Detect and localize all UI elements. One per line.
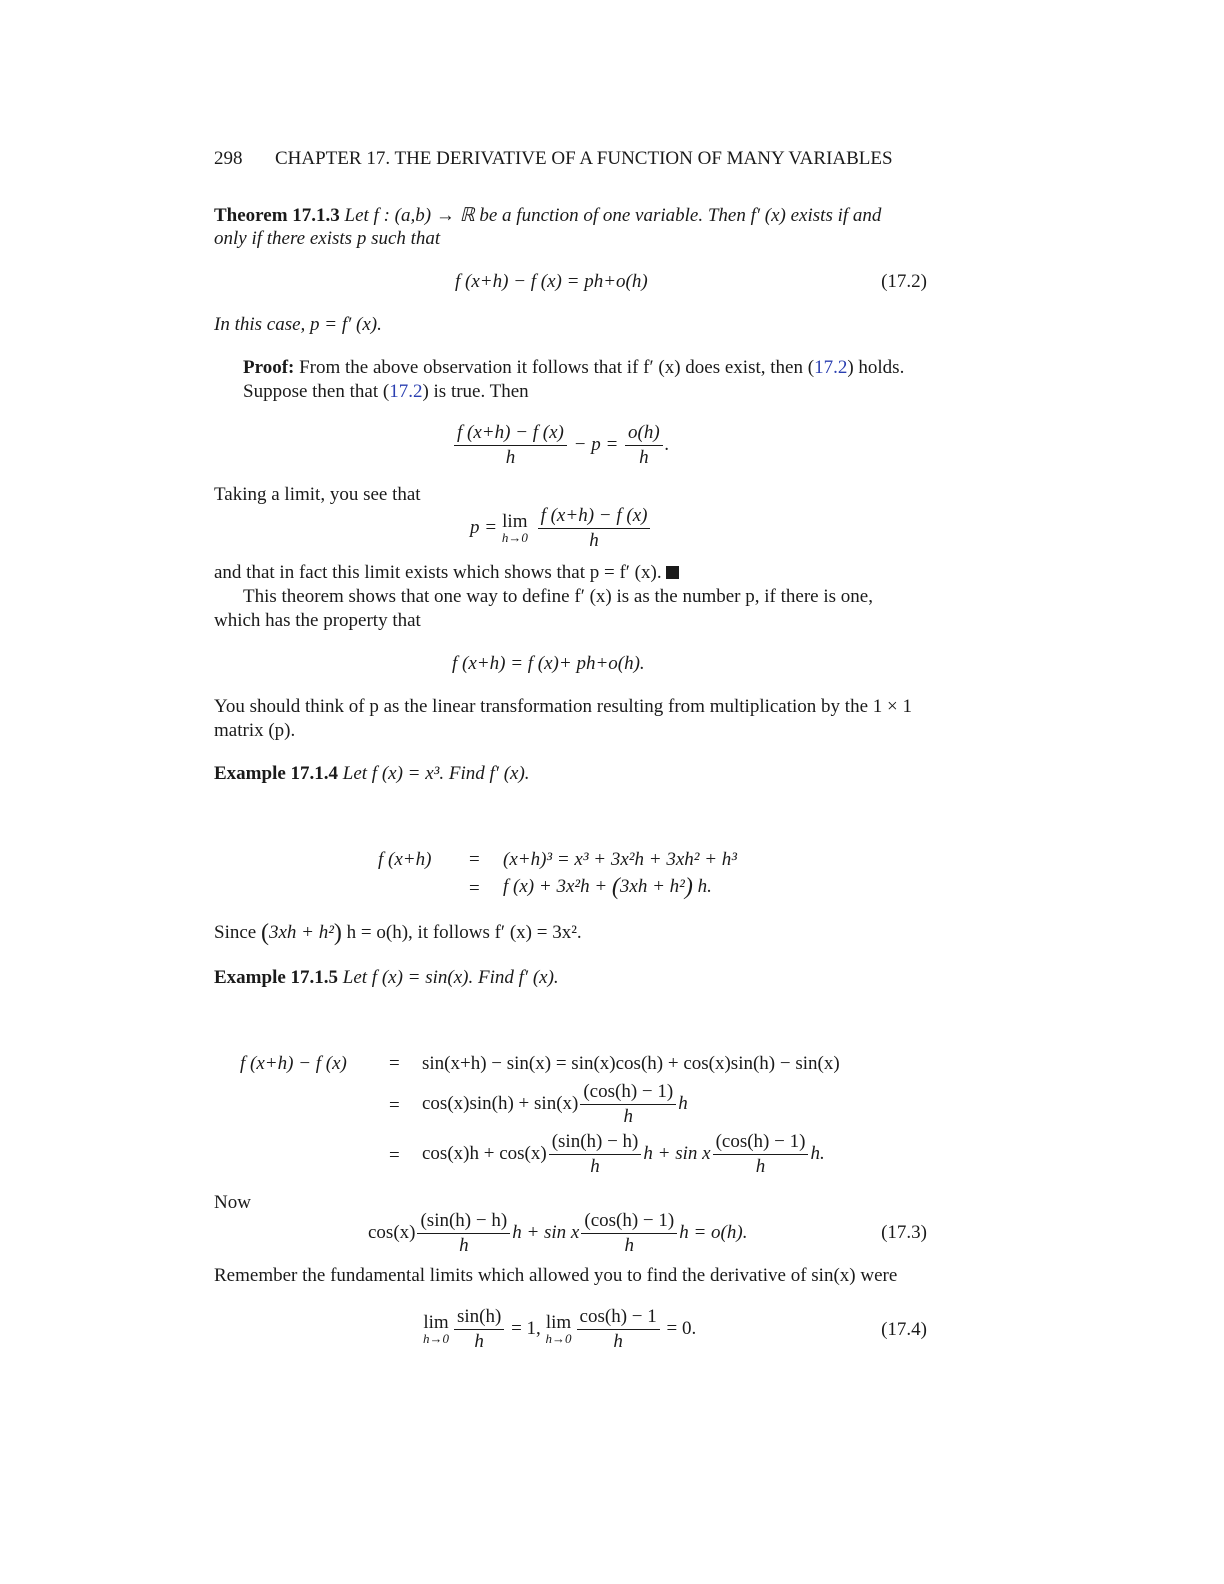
example-1-row-1-lhs: f (x+h) bbox=[378, 849, 432, 870]
row-3-text-b: h + sin x bbox=[643, 1142, 711, 1164]
since-rest: h = o(h), it follows f′ (x) = 3x². bbox=[346, 922, 582, 943]
period: . bbox=[664, 433, 670, 455]
running-title: CHAPTER 17. THE DERIVATIVE OF A FUNCTION OF MANY VARIABLES bbox=[275, 148, 893, 169]
fraction-numerator: f (x+h) − f (x) bbox=[538, 504, 651, 529]
example-1-row-2-rhs bbox=[503, 874, 712, 901]
fraction-numerator: f (x+h) − f (x) bbox=[454, 421, 567, 446]
fraction-denominator: h bbox=[505, 447, 516, 468]
proof-text-2a: Suppose then that ( bbox=[243, 381, 390, 402]
qed-square-icon bbox=[666, 566, 679, 579]
limit-2-result: = 0. bbox=[666, 1317, 697, 1339]
row-2-part-a: f (x) + 3x²h + bbox=[503, 876, 608, 897]
fraction-denominator: h bbox=[755, 1156, 766, 1177]
proof-conclusion: and that in fact this limit exists which shows that p = f′ (x). bbox=[214, 562, 662, 583]
discussion-equation: f (x+h) = f (x)+ ph+o(h). bbox=[452, 653, 645, 674]
eq-17-3-text-b: h + sin x bbox=[512, 1221, 580, 1243]
row-2-text-b: h bbox=[678, 1092, 688, 1114]
equals-sign: = bbox=[469, 849, 480, 870]
fraction-numerator: (sin(h) − h) bbox=[417, 1209, 510, 1234]
theorem-text-1: Let f : (a,b) → ℝ be a function of one variable. Then f′ (x) exists if and bbox=[344, 205, 882, 226]
fraction-denominator: h bbox=[613, 1331, 623, 1352]
fraction-denominator: h bbox=[590, 1156, 600, 1177]
example-1-since bbox=[214, 920, 582, 947]
equation-number-17-2: (17.2) bbox=[881, 271, 927, 292]
example-1-heading bbox=[214, 763, 530, 785]
fraction-numerator: (sin(h) − h) bbox=[549, 1130, 642, 1155]
proof-line-2 bbox=[243, 381, 529, 403]
theorem-line-1 bbox=[214, 204, 881, 227]
example-2-label: Example 17.1.5 bbox=[214, 967, 339, 988]
lim-subscript: h→0 bbox=[423, 1331, 449, 1346]
equals-sign: = bbox=[389, 1053, 400, 1074]
fraction-denominator: h bbox=[624, 1235, 635, 1256]
equals-sign: = bbox=[389, 1145, 400, 1166]
eq-17-3-text-a: cos(x) bbox=[368, 1221, 416, 1243]
example-2-heading bbox=[214, 967, 559, 989]
example-2-row-2 bbox=[422, 1080, 688, 1129]
row-2-part-b: 3xh + h² bbox=[619, 876, 685, 897]
fraction-denominator: h bbox=[639, 447, 649, 468]
equals-sign: = bbox=[389, 1095, 400, 1116]
discussion-line-1: This theorem shows that one way to define f′ (x) is as the number p, if there is one, bbox=[243, 586, 873, 607]
example-2-row-3 bbox=[422, 1130, 825, 1179]
right-paren: ) bbox=[333, 920, 342, 946]
fraction-denominator: h bbox=[623, 1106, 634, 1127]
equals-sign: = bbox=[469, 878, 480, 899]
fraction-numerator: o(h) bbox=[625, 421, 663, 446]
row-2-text-a: cos(x)sin(h) + sin(x) bbox=[422, 1092, 579, 1114]
equation-number-17-3: (17.3) bbox=[881, 1222, 927, 1243]
remember-line: Remember the fundamental limits which allowed you to find the derivative of sin(x) were bbox=[214, 1265, 898, 1286]
theorem-conclusion: In this case, p = f′ (x). bbox=[214, 314, 382, 335]
proof-conclusion-line bbox=[214, 562, 679, 584]
limit-equation bbox=[470, 504, 652, 553]
fraction-denominator: h bbox=[459, 1235, 469, 1256]
limit-intro: Taking a limit, you see that bbox=[214, 484, 421, 505]
lim-operator: lim bbox=[545, 1312, 572, 1333]
proof-text-1a: From the above observation it follows that if f′ (x) does exist, then ( bbox=[299, 357, 815, 378]
proof-line-1 bbox=[243, 357, 904, 379]
right-paren: ) bbox=[684, 874, 693, 900]
fraction-numerator: sin(h) bbox=[454, 1305, 504, 1330]
row-3-text-c: h. bbox=[810, 1142, 825, 1164]
lim-operator: lim bbox=[423, 1312, 449, 1333]
theorem-label: Theorem 17.1.3 bbox=[214, 205, 340, 226]
page-number: 298 bbox=[214, 148, 243, 169]
p-equals: p = bbox=[470, 516, 498, 538]
discussion-line-3: You should think of p as the linear transformation resulting from multiplication by the 1 × 1 bbox=[214, 696, 912, 717]
discussion-line-4: matrix (p). bbox=[214, 720, 296, 741]
left-paren: ( bbox=[260, 920, 269, 946]
proof-text-1b: ) holds. bbox=[847, 357, 905, 378]
fraction-denominator: h bbox=[589, 530, 599, 551]
equation-17-3 bbox=[368, 1209, 747, 1258]
fraction-numerator: cos(h) − 1 bbox=[577, 1305, 660, 1330]
fraction-numerator: (cos(h) − 1) bbox=[581, 1209, 677, 1234]
limit-1-result: = 1, bbox=[511, 1317, 541, 1339]
equation-ref-link[interactable]: 17.2 bbox=[814, 357, 848, 378]
row-3-text-a: cos(x)h + cos(x) bbox=[422, 1142, 547, 1164]
fraction-denominator: h bbox=[474, 1331, 484, 1352]
fraction-numerator: (cos(h) − 1) bbox=[713, 1130, 809, 1155]
theorem-equation: f (x+h) − f (x) = ph+o(h) bbox=[455, 271, 648, 292]
proof-text-2b: ) is true. Then bbox=[422, 381, 529, 402]
lim-subscript: h→0 bbox=[501, 530, 528, 545]
example-2-row-1-lhs: f (x+h) − f (x) bbox=[240, 1053, 347, 1074]
equation-number-17-4: (17.4) bbox=[881, 1319, 927, 1340]
equation-ref-link[interactable]: 17.2 bbox=[389, 381, 423, 402]
row-2-part-c: h. bbox=[697, 876, 712, 897]
proof-fraction-equation bbox=[452, 421, 669, 470]
theorem-line-2: only if there exists p such that bbox=[214, 228, 441, 249]
since-word: Since bbox=[214, 922, 257, 943]
minus-p: − p = bbox=[573, 433, 619, 455]
lim-operator: lim bbox=[502, 511, 528, 532]
since-expr: 3xh + h² bbox=[268, 922, 334, 943]
discussion-line-2: which has the property that bbox=[214, 610, 421, 631]
fraction-numerator: (cos(h) − 1) bbox=[580, 1080, 676, 1105]
now-word: Now bbox=[214, 1192, 251, 1213]
lim-subscript: h→0 bbox=[545, 1331, 572, 1346]
left-paren: ( bbox=[611, 874, 620, 900]
example-1-statement: Let f (x) = x³. Find f′ (x). bbox=[342, 763, 530, 784]
example-1-row-1-rhs: (x+h)³ = x³ + 3x²h + 3xh² + h³ bbox=[503, 849, 737, 870]
example-1-label: Example 17.1.4 bbox=[214, 763, 339, 784]
proof-label: Proof: bbox=[243, 357, 295, 378]
example-2-statement: Let f (x) = sin(x). Find f′ (x). bbox=[342, 967, 559, 988]
example-2-row-1-rhs: sin(x+h) − sin(x) = sin(x)cos(h) + cos(x)sin(h) − sin(x) bbox=[422, 1053, 840, 1074]
equation-17-4 bbox=[423, 1305, 696, 1354]
eq-17-3-text-c: h = o(h). bbox=[679, 1221, 748, 1243]
